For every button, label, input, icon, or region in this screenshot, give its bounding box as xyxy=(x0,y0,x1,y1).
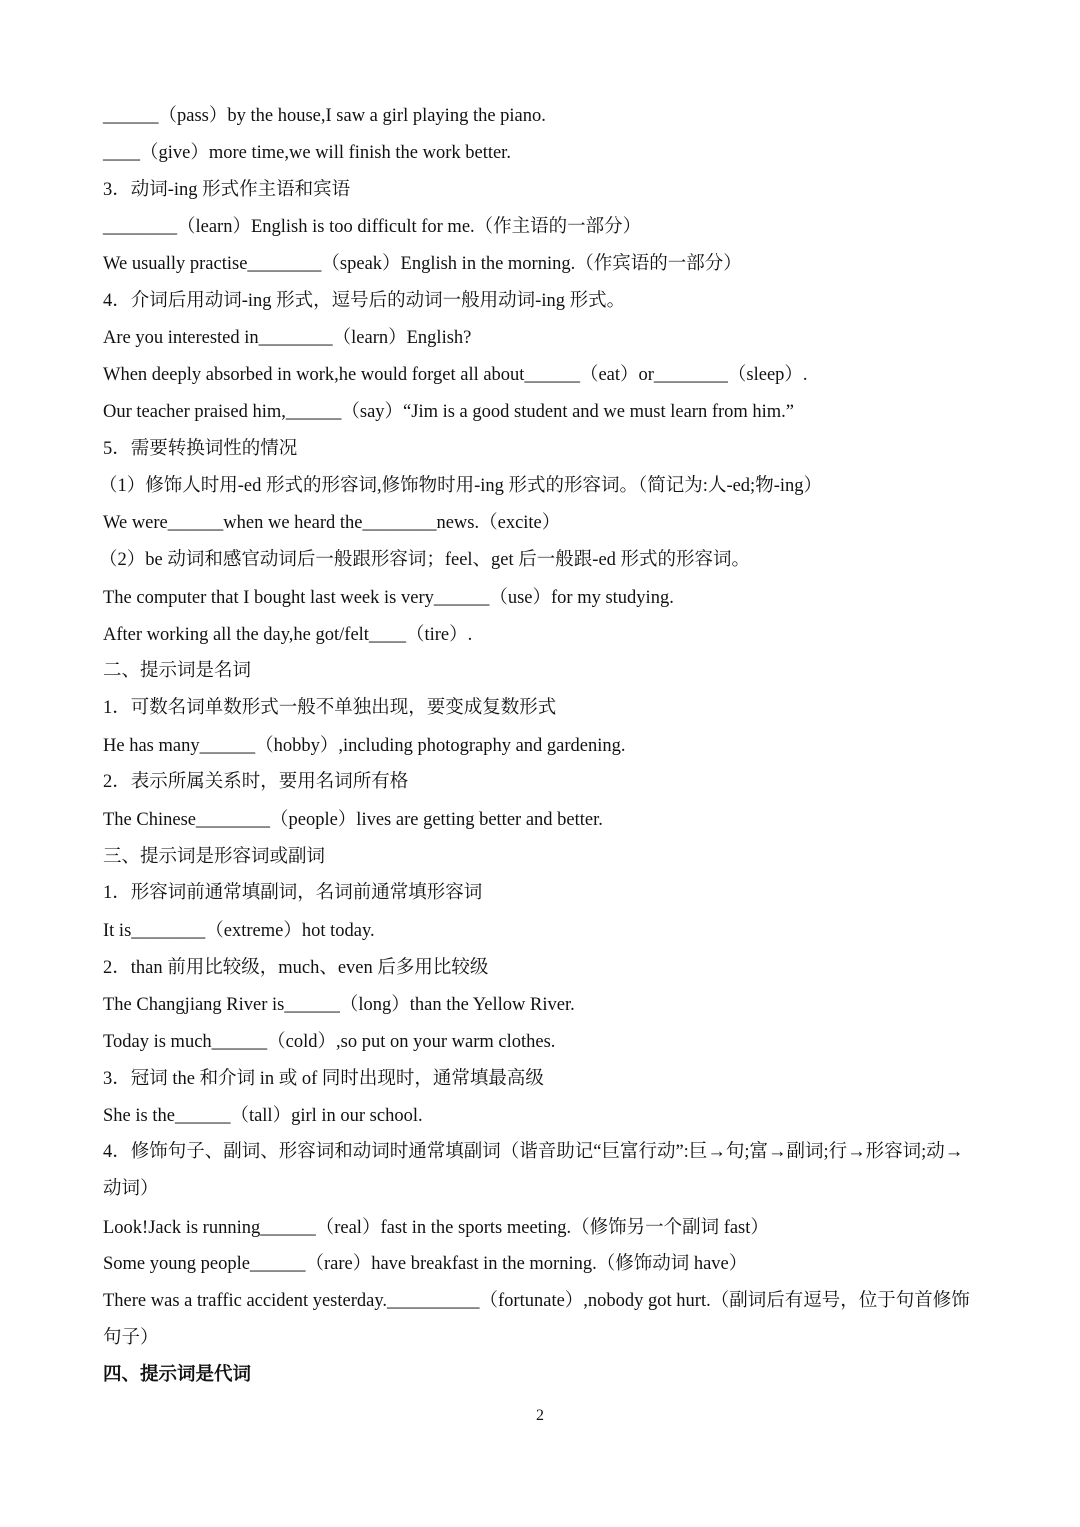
exercise-line: Today is much______（cold）,so put on your warm clothes. xyxy=(103,1032,556,1052)
exercise-line: The Changjiang River is______（long）than the Yellow River. xyxy=(103,995,575,1015)
exercise-line: After working all the day,he got/felt____（tire）. xyxy=(103,625,473,645)
exercise-line: The Chinese________（people）lives are getting better and better. xyxy=(103,810,603,830)
exercise-line: It is________（extreme）hot today. xyxy=(103,921,375,941)
rule-note: （1）修饰人时用-ed 形式的形容词,修饰物时用-ing 形式的形容词。（简记为:人-ed;物-ing） xyxy=(99,476,823,496)
exercise-line: Look!Jack is running______（real）fast in the sports meeting.（修饰另一个副词 fast） xyxy=(103,1218,769,1238)
section-heading: 三、提示词是形容词或副词 xyxy=(103,847,326,867)
section-subheading: 4．介词后用动词-ing 形式，逗号后的动词一般用动词-ing 形式。 xyxy=(103,291,626,311)
section-subheading: 2．than 前用比较级，much、even 后多用比较级 xyxy=(103,958,489,978)
exercise-line: ________（learn）English is too difficult for me.（作主语的一部分） xyxy=(103,217,642,237)
page-number: 2 xyxy=(536,1407,544,1424)
exercise-line: ____（give）more time,we will finish the work better. xyxy=(103,143,511,163)
exercise-line: Some young people______（rare）have breakfast in the morning.（修饰动词 have） xyxy=(103,1254,748,1274)
exercise-line: Are you interested in________（learn）English? xyxy=(103,328,472,348)
section-subheading: 2．表示所属关系时，要用名词所有格 xyxy=(103,772,409,792)
exercise-line: He has many______（hobby）,including photography and gardening. xyxy=(103,736,626,756)
section-heading: 四、提示词是代词 xyxy=(103,1365,252,1385)
exercise-line: Our teacher praised him,______（say）“Jim is a good student and we must learn from him.” xyxy=(103,402,795,422)
section-subheading: 3．动词-ing 形式作主语和宾语 xyxy=(103,180,351,200)
exercise-line: We usually practise________（speak）English in the morning.（作宾语的一部分） xyxy=(103,254,742,274)
exercise-line: She is the______（tall）girl in our school. xyxy=(103,1106,423,1126)
section-subheading: 5．需要转换词性的情况 xyxy=(103,439,298,459)
exercise-line: We were______when we heard the________news.（excite） xyxy=(103,513,561,533)
exercise-line: When deeply absorbed in work,he would forget all about______（eat）or________（sleep）. xyxy=(103,365,808,385)
section-subheading: 1．形容词前通常填副词，名词前通常填形容词 xyxy=(103,883,483,903)
section-subheading: 3．冠词 the 和介词 in 或 of 同时出现时，通常填最高级 xyxy=(103,1069,544,1089)
rule-note: （2）be 动词和感官动词后一般跟形容词；feel、get 后一般跟-ed 形式的形容词。 xyxy=(99,550,751,570)
section-subheading: 4．修饰句子、副词、形容词和动词时通常填副词（谐音助记“巨富行动”:巨→句;富→副词;行→形容词;动→动词） xyxy=(103,1142,964,1199)
section-heading: 二、提示词是名词 xyxy=(103,661,252,681)
exercise-line: The computer that I bought last week is very______（use）for my studying. xyxy=(103,588,674,608)
section-subheading: 1．可数名词单数形式一般不单独出现，要变成复数形式 xyxy=(103,698,557,718)
exercise-line: There was a traffic accident yesterday.__________（fortunate）,nobody got hurt.（副词后有逗号，位于句首修饰句子） xyxy=(103,1291,970,1348)
exercise-line: ______（pass）by the house,I saw a girl playing the piano. xyxy=(103,106,546,126)
